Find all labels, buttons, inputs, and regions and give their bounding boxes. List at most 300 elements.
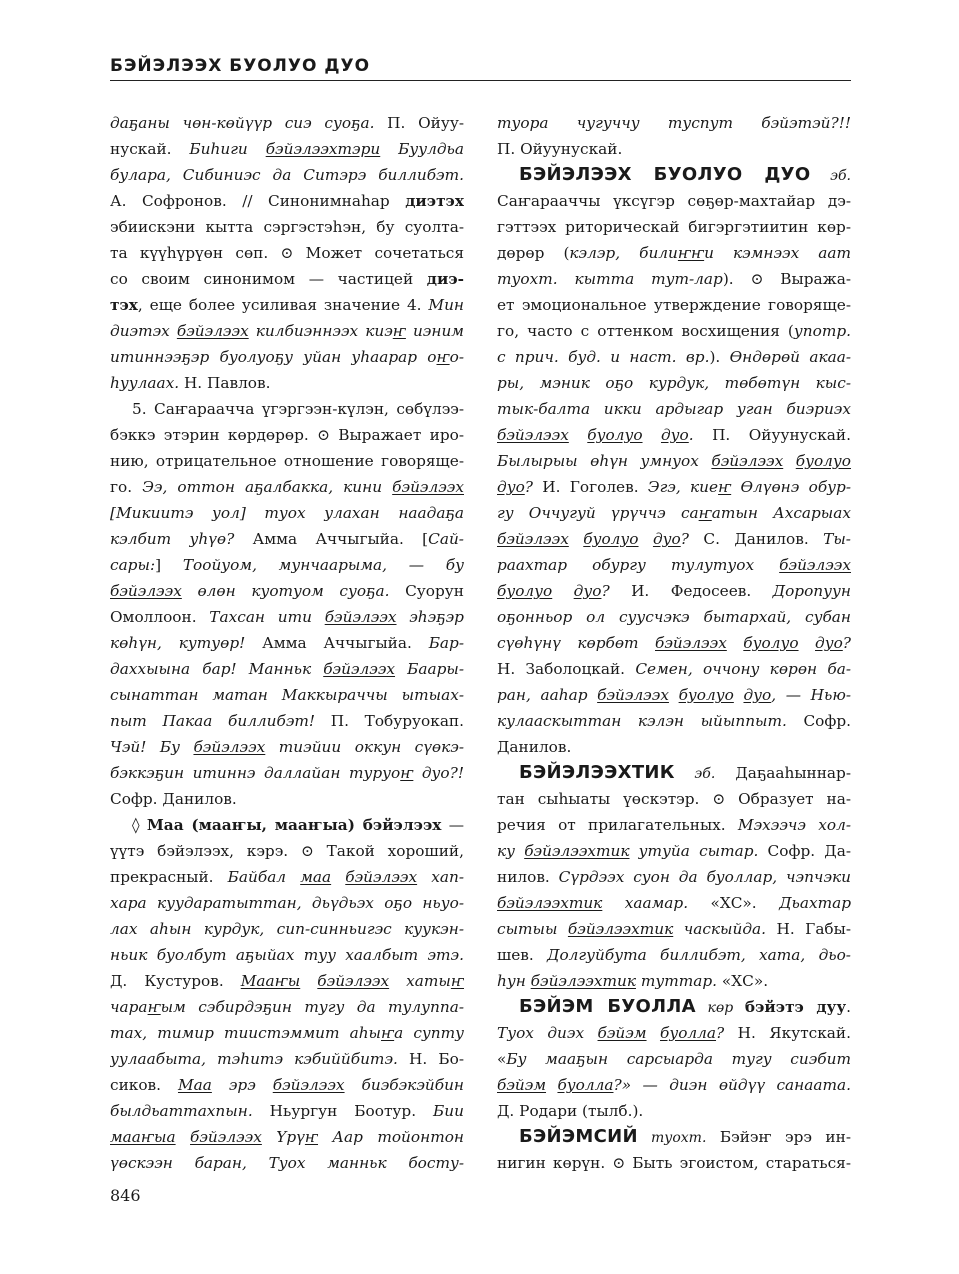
headword-usage: буолуо	[795, 452, 851, 470]
headword-usage: дуо	[743, 686, 772, 704]
text-run: Н. Заболоцкай.	[497, 660, 636, 678]
text-run: Биһиги	[189, 140, 266, 158]
text-run: Туох диэх	[497, 1024, 598, 1042]
text-run: ). ⊙ Выража-	[722, 270, 851, 288]
headword-usage: бэйэлээх	[711, 452, 784, 470]
text-line	[497, 1150, 851, 1176]
text-run: «ХС».	[688, 894, 780, 912]
headword-usage: дуо	[652, 530, 681, 548]
text-run	[546, 1076, 557, 1094]
headword-usage: бэйэлээх	[323, 660, 396, 678]
text-run: даҕаны	[110, 114, 170, 132]
text-run: ҥ	[147, 998, 161, 1016]
text-run: Долгуйбута биллибэт, хата, дьо-	[547, 946, 851, 964]
text-run: ?	[613, 1076, 622, 1094]
text-line	[497, 110, 851, 136]
bold-term: диэтэх	[405, 192, 464, 210]
text-run: —	[441, 816, 464, 834]
entry-headword: БЭЙЭЛЭЭХТИК	[519, 762, 675, 783]
text-run: нускай.	[110, 140, 190, 158]
text-run	[783, 452, 796, 470]
text-run: сары:	[110, 556, 156, 574]
text-run: Н. Бо-	[397, 1050, 464, 1068]
text-line	[110, 578, 464, 604]
text-run: ры, мэник оҕо курдук, төбөтүн кыс-	[497, 374, 851, 392]
text-line	[497, 422, 851, 448]
entry-headword: БЭЙЭЛЭЭХ БУОЛУО ДУО	[519, 164, 811, 185]
text-run: лах аһын курдук, сип-синньигэс куукэн-	[110, 920, 464, 938]
text-line	[110, 786, 464, 812]
headword-usage: буолуо	[743, 634, 799, 652]
text-run: эрэ	[211, 1076, 273, 1094]
headword-usage: бэйэлээхтик	[524, 842, 630, 860]
text-run: ?	[716, 1024, 725, 1042]
text-run: шев.	[497, 946, 548, 964]
text-run: булара, Сибиниэс да Ситэрэ биллибэт.	[110, 166, 464, 184]
headword-usage: буолла	[659, 1024, 717, 1042]
text-line	[110, 500, 464, 526]
text-run: Өлүөнэ обур-	[731, 478, 851, 496]
text-line	[110, 734, 464, 760]
text-run: кэлэр, били	[569, 244, 678, 262]
text-line	[110, 110, 464, 136]
text-run: Бар-	[428, 634, 464, 652]
text-run: тиэйии оккун сүөкэ-	[265, 738, 464, 756]
headword-usage: бэйэлээх	[176, 322, 249, 340]
text-run: диэтэх	[110, 322, 177, 340]
text-run: 5. Саҥараачча үгэргээн-күлэн, сөбүлээ-	[132, 400, 464, 418]
headword-usage: бэйэлээх	[655, 634, 727, 652]
headword-usage: бэйэлээх	[345, 868, 418, 886]
text-run: даххыына бар! Манньк	[110, 660, 324, 678]
text-run: И. Гоголев.	[532, 478, 648, 496]
text-line	[497, 656, 851, 682]
text-line	[110, 396, 464, 422]
text-run: үүтэ бэйэлээх, кэрэ. ⊙ Такой хороший,	[110, 842, 464, 860]
text-run: Чэй! Бу	[110, 738, 194, 756]
text-run: бэккэҕин итиннэ даллайан туруо	[110, 764, 401, 782]
text-line	[497, 1072, 851, 1098]
text-run: нилов.	[497, 868, 559, 886]
text-run: Ньургун Боотур.	[252, 1102, 434, 1120]
text-run: тан сыһыаты үөскэтэр. ⊙ Образует на-	[497, 790, 851, 808]
text-run: Амма Аччыгыйа.	[245, 634, 429, 652]
text-line	[110, 838, 464, 864]
text-run: «	[497, 1050, 507, 1068]
headword-usage: Мааҥы	[240, 972, 301, 990]
text-run: ?	[524, 478, 533, 496]
text-line	[497, 448, 851, 474]
text-run: Софр. Да-	[758, 842, 851, 860]
text-line	[497, 1098, 851, 1124]
text-run: [Микиитэ уол] туох улахан наадаҕа	[110, 504, 464, 522]
part-of-speech: туохт.	[637, 1130, 707, 1146]
text-run: ?	[680, 530, 689, 548]
text-run: пыт Пакаа биллибэт!	[110, 712, 316, 730]
text-run: Софр.	[786, 712, 851, 730]
text-line	[497, 266, 851, 292]
text-run: гэттээх риторическай бигэргэтиитин көр-	[497, 218, 851, 236]
headword-usage: буолуо	[587, 426, 643, 444]
text-run: Н. Павлов.	[179, 374, 271, 392]
text-run: сынаттан матан Маккыраччы ытыах-	[110, 686, 464, 704]
text-line	[110, 942, 464, 968]
text-run: ҥ	[450, 972, 464, 990]
text-line	[497, 318, 851, 344]
text-line	[497, 786, 851, 812]
text-line	[497, 214, 851, 240]
text-run: ҥ	[436, 348, 450, 366]
text-run: а супту	[394, 1024, 464, 1042]
text-run: атын Ахсарыах	[711, 504, 851, 522]
text-run: ◊	[132, 816, 147, 834]
text-line	[110, 422, 464, 448]
text-run: ҥ	[691, 244, 705, 262]
text-run: Мин	[428, 296, 464, 314]
text-run: » — диэн өйдүү санаата.	[621, 1076, 851, 1094]
text-run: Софр. Данилов.	[110, 790, 237, 808]
text-line	[110, 188, 464, 214]
headword-usage: бэйэлээх	[110, 582, 182, 600]
text-run: эһэҕэр	[396, 608, 464, 626]
text-run: ]	[155, 556, 183, 574]
headword-usage: дуо	[497, 478, 525, 496]
bold-term: диэ-	[426, 270, 464, 288]
text-line	[497, 682, 851, 708]
text-run: Өндөрөй акаа-	[729, 348, 851, 366]
text-run: былдьаттахпын.	[110, 1102, 253, 1120]
text-run: һун	[497, 972, 531, 990]
text-run: Үрү	[261, 1128, 305, 1146]
text-run	[176, 1128, 190, 1146]
text-run: ку	[497, 842, 525, 860]
text-line	[110, 214, 464, 240]
text-run: ?	[601, 582, 610, 600]
text-line	[110, 630, 464, 656]
text-run: сиков.	[110, 1076, 178, 1094]
text-line	[110, 318, 464, 344]
text-line	[497, 578, 851, 604]
text-line	[110, 162, 464, 188]
headword-usage: бэйэлээх	[190, 1128, 262, 1146]
text-run: Суорун	[389, 582, 464, 600]
text-run: хап-	[417, 868, 464, 886]
text-run: часкыйда.	[673, 920, 767, 938]
text-run: Ээ, оттон аҕалбакка, кини	[142, 478, 393, 496]
text-line	[497, 474, 851, 500]
text-run: ҥ	[392, 322, 406, 340]
text-run: ньик буолбут аҕыйах туу хаалбыт этэ.	[110, 946, 464, 964]
text-run: Эгэ, кие	[647, 478, 719, 496]
text-run: иэним	[405, 322, 464, 340]
text-line	[497, 708, 851, 734]
page-number: 846	[110, 1186, 141, 1205]
text-run: кулааскыттан кэлэн ыйыппыт.	[497, 712, 787, 730]
headword-usage: бэйэлээхтэри	[265, 140, 381, 158]
text-line	[110, 136, 464, 162]
text-run	[300, 972, 317, 990]
text-line	[110, 1072, 464, 1098]
text-run: Ты-	[823, 530, 851, 548]
text-run: Байбал	[227, 868, 301, 886]
text-run: Бу мааҕын сарсыарда тугу сиэбит	[506, 1050, 851, 1068]
text-run: ҥ	[304, 1128, 319, 1146]
text-run: нию, отрицательное отношение говоряще-	[110, 452, 464, 470]
text-run: сүөһүнү көрбөт	[497, 634, 655, 652]
header-divider	[110, 80, 851, 81]
text-line	[497, 968, 851, 994]
text-run: И. Федосеев.	[609, 582, 773, 600]
text-line	[497, 292, 851, 318]
text-run: А. Софронов. // Синонимнаһар	[110, 192, 406, 210]
text-run	[569, 426, 587, 444]
text-run	[569, 530, 583, 548]
text-run: Д. Кустуров.	[110, 972, 241, 990]
entry-headword-line	[497, 994, 851, 1020]
text-run: ран, ааһар	[497, 686, 598, 704]
text-run: чара	[110, 998, 148, 1016]
text-line	[497, 812, 851, 838]
text-line	[110, 1020, 464, 1046]
text-run: , еще более усиливая значение 4.	[137, 296, 429, 314]
part-of-speech: эб.	[674, 766, 716, 782]
text-run: П. Ойуу-	[374, 114, 464, 132]
text-run: гу Оччугуй үрүччэ са	[497, 504, 699, 522]
text-line	[110, 604, 464, 630]
headword-usage: бэйэлээх	[497, 530, 569, 548]
text-run: со своим синонимом — частицей	[110, 270, 427, 288]
text-run: һуулаах.	[110, 374, 180, 392]
text-line	[497, 604, 851, 630]
text-line	[110, 292, 464, 318]
text-run: , — Нью-	[771, 686, 851, 704]
headword-usage: бэйэлээхтик	[567, 920, 674, 938]
text-run	[552, 582, 573, 600]
text-run: туттар.	[636, 972, 718, 990]
text-run: Дьахтар	[779, 894, 851, 912]
text-line	[497, 916, 851, 942]
text-line	[110, 656, 464, 682]
text-run: речия от прилагательных.	[497, 816, 738, 834]
text-run: Д. Родари (тылб.).	[497, 1102, 644, 1120]
text-line	[110, 474, 464, 500]
text-line	[497, 734, 851, 760]
headword-usage: дуо	[660, 426, 689, 444]
text-run: нигин көрүн. ⊙ Быть эгоистом, стараться-	[497, 1154, 851, 1172]
headword-usage: дуо	[815, 634, 843, 652]
headword-usage: бэйэм	[497, 1076, 547, 1094]
text-run: Амма Аччыгыйа. [	[234, 530, 429, 548]
text-run: Н. Габы-	[766, 920, 851, 938]
headword-usage: буолуо	[583, 530, 639, 548]
text-run: го.	[110, 478, 143, 496]
entry-headword-line	[497, 162, 851, 188]
text-run	[727, 634, 743, 652]
text-run: раахтар обургу тулутуох	[497, 556, 780, 574]
text-run: Сай-	[428, 530, 464, 548]
text-run: дөрөр (	[497, 244, 570, 262]
text-run: Доропуун	[772, 582, 851, 600]
headword-usage: буолуо	[678, 686, 734, 704]
text-line	[110, 812, 464, 838]
bold-term: Маа (мааҥы, мааҥыа) бэйэлээх	[146, 816, 442, 834]
text-line	[497, 500, 851, 526]
text-run: итиннээҕэр буолуоҕу уйан уһаарар о	[110, 348, 437, 366]
text-line	[110, 968, 464, 994]
text-line	[497, 630, 851, 656]
text-run: Тоойуом, мунчаарыма, — бу	[182, 556, 464, 574]
headword-usage: буолуо	[497, 582, 553, 600]
headword-usage: бэйэлээх	[779, 556, 851, 574]
text-run	[639, 530, 653, 548]
text-run	[799, 634, 815, 652]
text-run: го, часто с оттенком восхищения (	[497, 322, 794, 340]
text-run: ет эмоциональное утверждение говоряще-	[497, 296, 851, 314]
text-run: ҥ	[400, 764, 414, 782]
text-run: хаты	[389, 972, 451, 990]
text-line	[497, 864, 851, 890]
text-run	[643, 426, 661, 444]
text-line	[110, 916, 464, 942]
text-run: өлөн куотуом суоҕа.	[181, 582, 390, 600]
text-run: ҥ	[718, 478, 732, 496]
text-run: Н. Якутскай.	[724, 1024, 851, 1042]
text-run: ?	[842, 634, 851, 652]
text-run: сытыы	[497, 920, 568, 938]
part-of-speech: эб.	[810, 168, 851, 184]
text-run: утуйа сытар.	[629, 842, 759, 860]
text-run: Саҥарааччы үксүгэр сөҕөр-махтайар дэ-	[497, 192, 851, 210]
text-line	[497, 1046, 851, 1072]
text-line	[497, 344, 851, 370]
text-run: прекрасный.	[110, 868, 228, 886]
text-line	[110, 266, 464, 292]
text-run: П. Ойуунускай.	[497, 140, 623, 158]
entry-headword: БЭЙЭМ БУОЛЛА	[519, 996, 696, 1017]
text-run: Баары-	[395, 660, 464, 678]
text-run: дуо?!	[413, 764, 464, 782]
left-column	[110, 110, 464, 1176]
text-line	[497, 240, 851, 266]
text-run: с прич. буд. и наст. вр.	[497, 348, 710, 366]
text-line	[110, 344, 464, 370]
text-line	[110, 890, 464, 916]
text-line	[110, 1098, 464, 1124]
text-run: ҥ	[677, 244, 692, 262]
text-line	[110, 1124, 464, 1150]
text-line	[497, 526, 851, 552]
text-run: Аар тойонтон	[318, 1128, 464, 1146]
headword-usage: бэйэлээхтик	[530, 972, 636, 990]
headword-usage: маа	[300, 868, 332, 886]
text-run	[669, 686, 679, 704]
text-run: ҥ	[698, 504, 712, 522]
text-run: Омоллоон.	[110, 608, 210, 626]
text-line	[110, 1046, 464, 1072]
cross-reference-label: көр	[695, 1000, 745, 1016]
bold-term: тэх	[110, 296, 138, 314]
text-run	[331, 868, 345, 886]
headword-usage: бэйэлээх	[193, 738, 266, 756]
text-run: Былырыы өһүн умнуох	[497, 452, 712, 470]
text-run: та күүһүрүөн сөп. ⊙ Может сочетаться	[110, 244, 464, 262]
text-run: биэбэкэйбин	[344, 1076, 464, 1094]
text-line	[110, 448, 464, 474]
text-run: Бэйэҥ эрэ ин-	[706, 1128, 851, 1146]
text-run: П. Ойуунускай.	[693, 426, 851, 444]
text-run: чөн-көйүүр сиэ суоҕа.	[182, 114, 375, 132]
running-header-title: БЭЙЭЛЭЭХ БУОЛУО ДУО	[110, 56, 371, 76]
text-run: .	[846, 998, 851, 1016]
text-run: Буулдьа	[380, 140, 464, 158]
headword-usage: Маа	[177, 1076, 212, 1094]
entry-headword-line	[497, 760, 851, 786]
text-run: тах, тимир тиистэммит аһы	[110, 1024, 382, 1042]
text-run: кэлбит уһүө?	[110, 530, 235, 548]
text-run: Тахсан ити	[209, 608, 325, 626]
entry-headword: БЭЙЭМСИЙ	[519, 1126, 638, 1147]
headword-usage: бэйэлээх	[392, 478, 464, 496]
text-run: үөскээн баран, Туох манньк босту-	[110, 1154, 464, 1172]
text-line	[110, 1150, 464, 1176]
headword-usage: буолла	[557, 1076, 614, 1094]
text-run: Даҕааһыннар-	[715, 764, 851, 782]
text-line	[110, 994, 464, 1020]
text-line	[110, 864, 464, 890]
text-run: оҕонньор ол суусчэкэ бытархай, субан	[497, 608, 851, 626]
text-run: туора чугуччу туспут бэйэтэй?!!	[497, 114, 851, 132]
text-run: бэккэ этэрин көрдөрөр. ⊙ Выражает иро-	[110, 426, 464, 444]
text-run: Мэхээчэ хол-	[737, 816, 851, 834]
headword-usage: бэйэлээх	[317, 972, 390, 990]
text-line	[110, 526, 464, 552]
text-run: ҥ	[381, 1024, 395, 1042]
right-column	[497, 110, 851, 1176]
text-line	[110, 682, 464, 708]
text-line	[110, 370, 464, 396]
text-line	[497, 188, 851, 214]
text-run: хара куударатыттан, дьүдьэх оҕо ньуо-	[110, 894, 464, 912]
text-run: Сүрдээх суон да буоллар, чэпчэки	[558, 868, 851, 886]
headword-usage: бэйэм	[597, 1024, 647, 1042]
text-run: тык-балта икки ардыгар уган биэриэх	[497, 400, 851, 418]
text-line	[497, 552, 851, 578]
text-run: ).	[709, 348, 730, 366]
text-run	[170, 114, 183, 132]
text-run: Бии	[433, 1102, 464, 1120]
text-run: и кэмнээх аат	[704, 244, 851, 262]
text-run: П. Тобуруокап.	[315, 712, 464, 730]
text-run: хаамар.	[602, 894, 689, 912]
text-run: ым сэбирдэҕин тугу да тулуппа-	[160, 998, 464, 1016]
headword-usage: бэйэлээх	[272, 1076, 345, 1094]
text-line	[110, 760, 464, 786]
text-line	[497, 396, 851, 422]
headword-usage: бэйэлээхтик	[497, 894, 603, 912]
headword-usage: дуо	[573, 582, 602, 600]
text-run	[647, 1024, 660, 1042]
headword-usage: бэйэлээх	[324, 608, 397, 626]
text-run: Семен, оччону көрөн ба-	[635, 660, 851, 678]
text-line	[497, 1020, 851, 1046]
text-run: уулаабыта, тэһитэ кэбиййбитэ.	[110, 1050, 398, 1068]
headword-usage: бэйэлээх	[597, 686, 669, 704]
text-line	[497, 136, 851, 162]
text-run: килбиэннээх киэ	[248, 322, 393, 340]
text-run: туохт. кытта тут-лар	[497, 270, 723, 288]
headword-usage: бэйэлээх	[497, 426, 569, 444]
text-line	[497, 370, 851, 396]
